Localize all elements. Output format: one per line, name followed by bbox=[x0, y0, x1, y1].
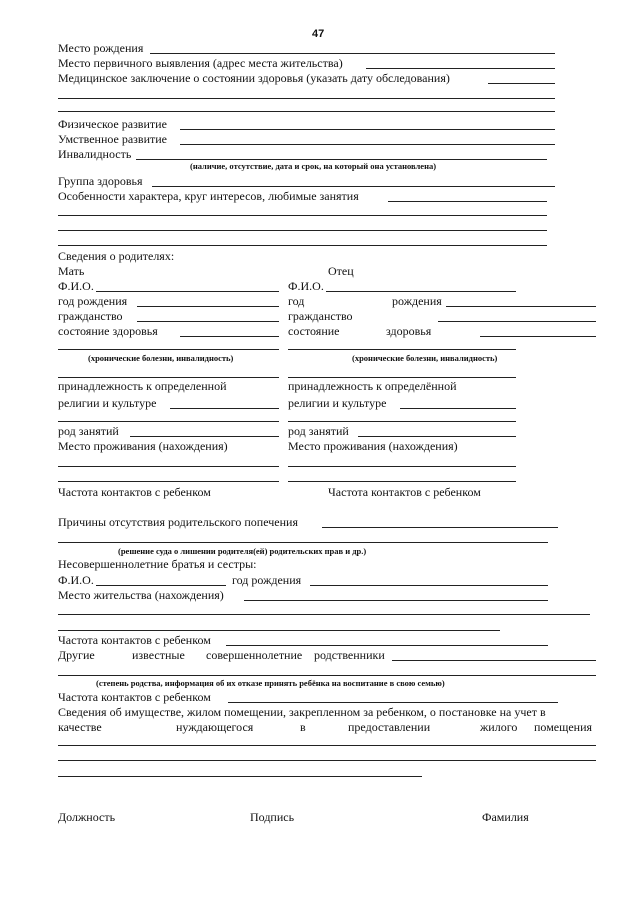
father-birth-year-line[interactable] bbox=[446, 306, 596, 307]
sibling-residence-line-2[interactable] bbox=[58, 614, 590, 615]
signature-position: Должность bbox=[58, 810, 116, 824]
father-residence-line[interactable] bbox=[288, 466, 516, 467]
father-health-line[interactable] bbox=[480, 336, 596, 337]
father-contacts-label: Частота контактов с ребенком bbox=[328, 485, 481, 499]
sibling-birth-year-line[interactable] bbox=[310, 585, 548, 586]
mother-fio-line[interactable] bbox=[96, 291, 279, 292]
relatives-contacts-line[interactable] bbox=[228, 702, 558, 703]
relatives-word-4: родственники bbox=[314, 648, 385, 662]
relatives-hint: (степень родства, информация об их отказе принять ребёнка на воспитание в свою семью) bbox=[96, 678, 445, 688]
sibling-residence-line-3[interactable] bbox=[58, 630, 500, 631]
label-physical: Физическое развитие bbox=[58, 117, 167, 131]
mother-fio-label: Ф.И.О. bbox=[58, 279, 94, 293]
father-residence-line-2[interactable] bbox=[288, 481, 516, 482]
character-line-3[interactable] bbox=[58, 230, 547, 231]
sibling-birth-year-label: год рождения bbox=[232, 573, 302, 587]
label-character: Особенности характера, круг интересов, любимые занятия bbox=[58, 189, 359, 203]
mother-religion-label-1: принадлежность к определенной bbox=[58, 379, 227, 393]
character-line[interactable] bbox=[388, 201, 547, 202]
parents-heading: Сведения о родителях: bbox=[58, 249, 175, 263]
property-word-6: помещения bbox=[534, 720, 593, 734]
father-religion-line[interactable] bbox=[400, 408, 516, 409]
mother-religion-line-2[interactable] bbox=[58, 421, 279, 422]
mother-contacts-label: Частота контактов с ребенком bbox=[58, 485, 211, 499]
mental-line[interactable] bbox=[180, 144, 555, 145]
father-religion-label-2: религии и культуре bbox=[288, 396, 387, 410]
father-residence-label: Место проживания (нахождения) bbox=[288, 439, 458, 453]
mother-religion-label-2: религии и культуре bbox=[58, 396, 157, 410]
mother-citizenship-label: гражданство bbox=[58, 309, 123, 323]
mother-occupation-line[interactable] bbox=[130, 436, 279, 437]
sibling-residence-line[interactable] bbox=[244, 600, 548, 601]
medical-line[interactable] bbox=[488, 83, 555, 84]
father-citizenship-line[interactable] bbox=[438, 321, 596, 322]
medical-line-2[interactable] bbox=[58, 98, 555, 99]
property-word-4: предоставлении bbox=[348, 720, 431, 734]
property-word-1: качестве bbox=[58, 720, 102, 734]
mother-residence-line-2[interactable] bbox=[58, 481, 279, 482]
father-fio-label: Ф.И.О. bbox=[288, 279, 324, 293]
relatives-line[interactable] bbox=[392, 660, 596, 661]
mother-residence-label: Место проживания (нахождения) bbox=[58, 439, 228, 453]
absence-reasons-hint: (решение суда о лишении родителя(ей) родительских прав и др.) bbox=[118, 546, 367, 556]
label-first-detection: Место первичного выявления (адрес места жительства) bbox=[58, 56, 343, 70]
father-occupation-line[interactable] bbox=[358, 436, 516, 437]
disability-line[interactable] bbox=[136, 159, 547, 160]
mother-chronic-hint: (хронические болезни, инвалидность) bbox=[88, 353, 234, 363]
absence-reasons-line[interactable] bbox=[322, 527, 558, 528]
sibling-residence-label: Место жительства (нахождения) bbox=[58, 588, 224, 602]
relatives-word-2: известные bbox=[132, 648, 185, 662]
property-word-2: нуждающегося bbox=[176, 720, 254, 734]
property-line-a[interactable] bbox=[58, 745, 596, 746]
mother-occupation-label: род занятий bbox=[58, 424, 119, 438]
father-religion-line-2[interactable] bbox=[288, 421, 516, 422]
character-line-2[interactable] bbox=[58, 215, 547, 216]
relatives-word-1: Другие bbox=[58, 648, 95, 662]
sibling-fio-label: Ф.И.О. bbox=[58, 573, 94, 587]
mother-residence-line[interactable] bbox=[58, 466, 279, 467]
mother-health-line-2[interactable] bbox=[58, 349, 279, 350]
father-chronic-hint: (хронические болезни, инвалидность) bbox=[352, 353, 498, 363]
father-god-label: год bbox=[288, 294, 305, 308]
label-health-group: Группа здоровья bbox=[58, 174, 143, 188]
father-sostoyanie-label: состояние bbox=[288, 324, 340, 338]
property-line-b[interactable] bbox=[58, 760, 596, 761]
disability-hint: (наличие, отсутствие, дата и срок, на который она установлена) bbox=[190, 161, 437, 171]
label-medical: Медицинское заключение о состоянии здоровья (указать дату обследования) bbox=[58, 71, 450, 85]
signature-surname: Фамилия bbox=[482, 810, 529, 824]
mother-heading: Мать bbox=[58, 264, 85, 278]
father-religion-label-1: принадлежность к определённой bbox=[288, 379, 457, 393]
absence-reasons-line-2[interactable] bbox=[58, 542, 548, 543]
siblings-heading: Несовершеннолетние братья и сестры: bbox=[58, 557, 257, 571]
signature-sign: Подпись bbox=[250, 810, 295, 824]
label-mental: Умственное развитие bbox=[58, 132, 167, 146]
absence-reasons-label: Причины отсутствия родительского попечения bbox=[58, 515, 298, 529]
page-number: 47 bbox=[312, 28, 325, 40]
label-disability: Инвалидность bbox=[58, 147, 132, 161]
mother-health-label: состояние здоровья bbox=[58, 324, 158, 338]
relatives-contacts-label: Частота контактов с ребенком bbox=[58, 690, 211, 704]
property-word-3: в bbox=[300, 720, 306, 734]
relatives-word-3: совершеннолетние bbox=[206, 648, 303, 662]
property-line-c[interactable] bbox=[58, 776, 422, 777]
father-occupation-label: род занятий bbox=[288, 424, 349, 438]
first-detection-line[interactable] bbox=[366, 68, 555, 69]
birthplace-line[interactable] bbox=[150, 53, 555, 54]
father-zdorovya-label: здоровья bbox=[386, 324, 432, 338]
mother-birth-year-label: год рождения bbox=[58, 294, 128, 308]
label-birthplace: Место рождения bbox=[58, 41, 144, 55]
mother-health-line[interactable] bbox=[180, 336, 279, 337]
father-fio-line[interactable] bbox=[326, 291, 516, 292]
health-group-line[interactable] bbox=[152, 186, 555, 187]
sibling-contacts-line[interactable] bbox=[226, 645, 548, 646]
mother-birth-year-line[interactable] bbox=[137, 306, 279, 307]
mother-religion-line[interactable] bbox=[170, 408, 279, 409]
physical-line[interactable] bbox=[180, 129, 555, 130]
father-citizenship-label: гражданство bbox=[288, 309, 353, 323]
relatives-line-2[interactable] bbox=[58, 675, 596, 676]
sibling-fio-line[interactable] bbox=[96, 585, 226, 586]
father-health-line-2[interactable] bbox=[288, 349, 516, 350]
mother-citizenship-line[interactable] bbox=[137, 321, 279, 322]
property-line-1: Сведения об имуществе, жилом помещении, закрепленном за ребенком, о постановке на учет в bbox=[58, 705, 546, 719]
father-blank-line[interactable] bbox=[288, 377, 516, 378]
property-word-5: жилого bbox=[480, 720, 518, 734]
sibling-contacts-label: Частота контактов с ребенком bbox=[58, 633, 211, 647]
mother-blank-line[interactable] bbox=[58, 377, 279, 378]
father-heading: Отец bbox=[328, 264, 354, 278]
medical-line-3[interactable] bbox=[58, 111, 555, 112]
character-line-4[interactable] bbox=[58, 245, 547, 246]
father-rozhdeniya-label: рождения bbox=[392, 294, 442, 308]
